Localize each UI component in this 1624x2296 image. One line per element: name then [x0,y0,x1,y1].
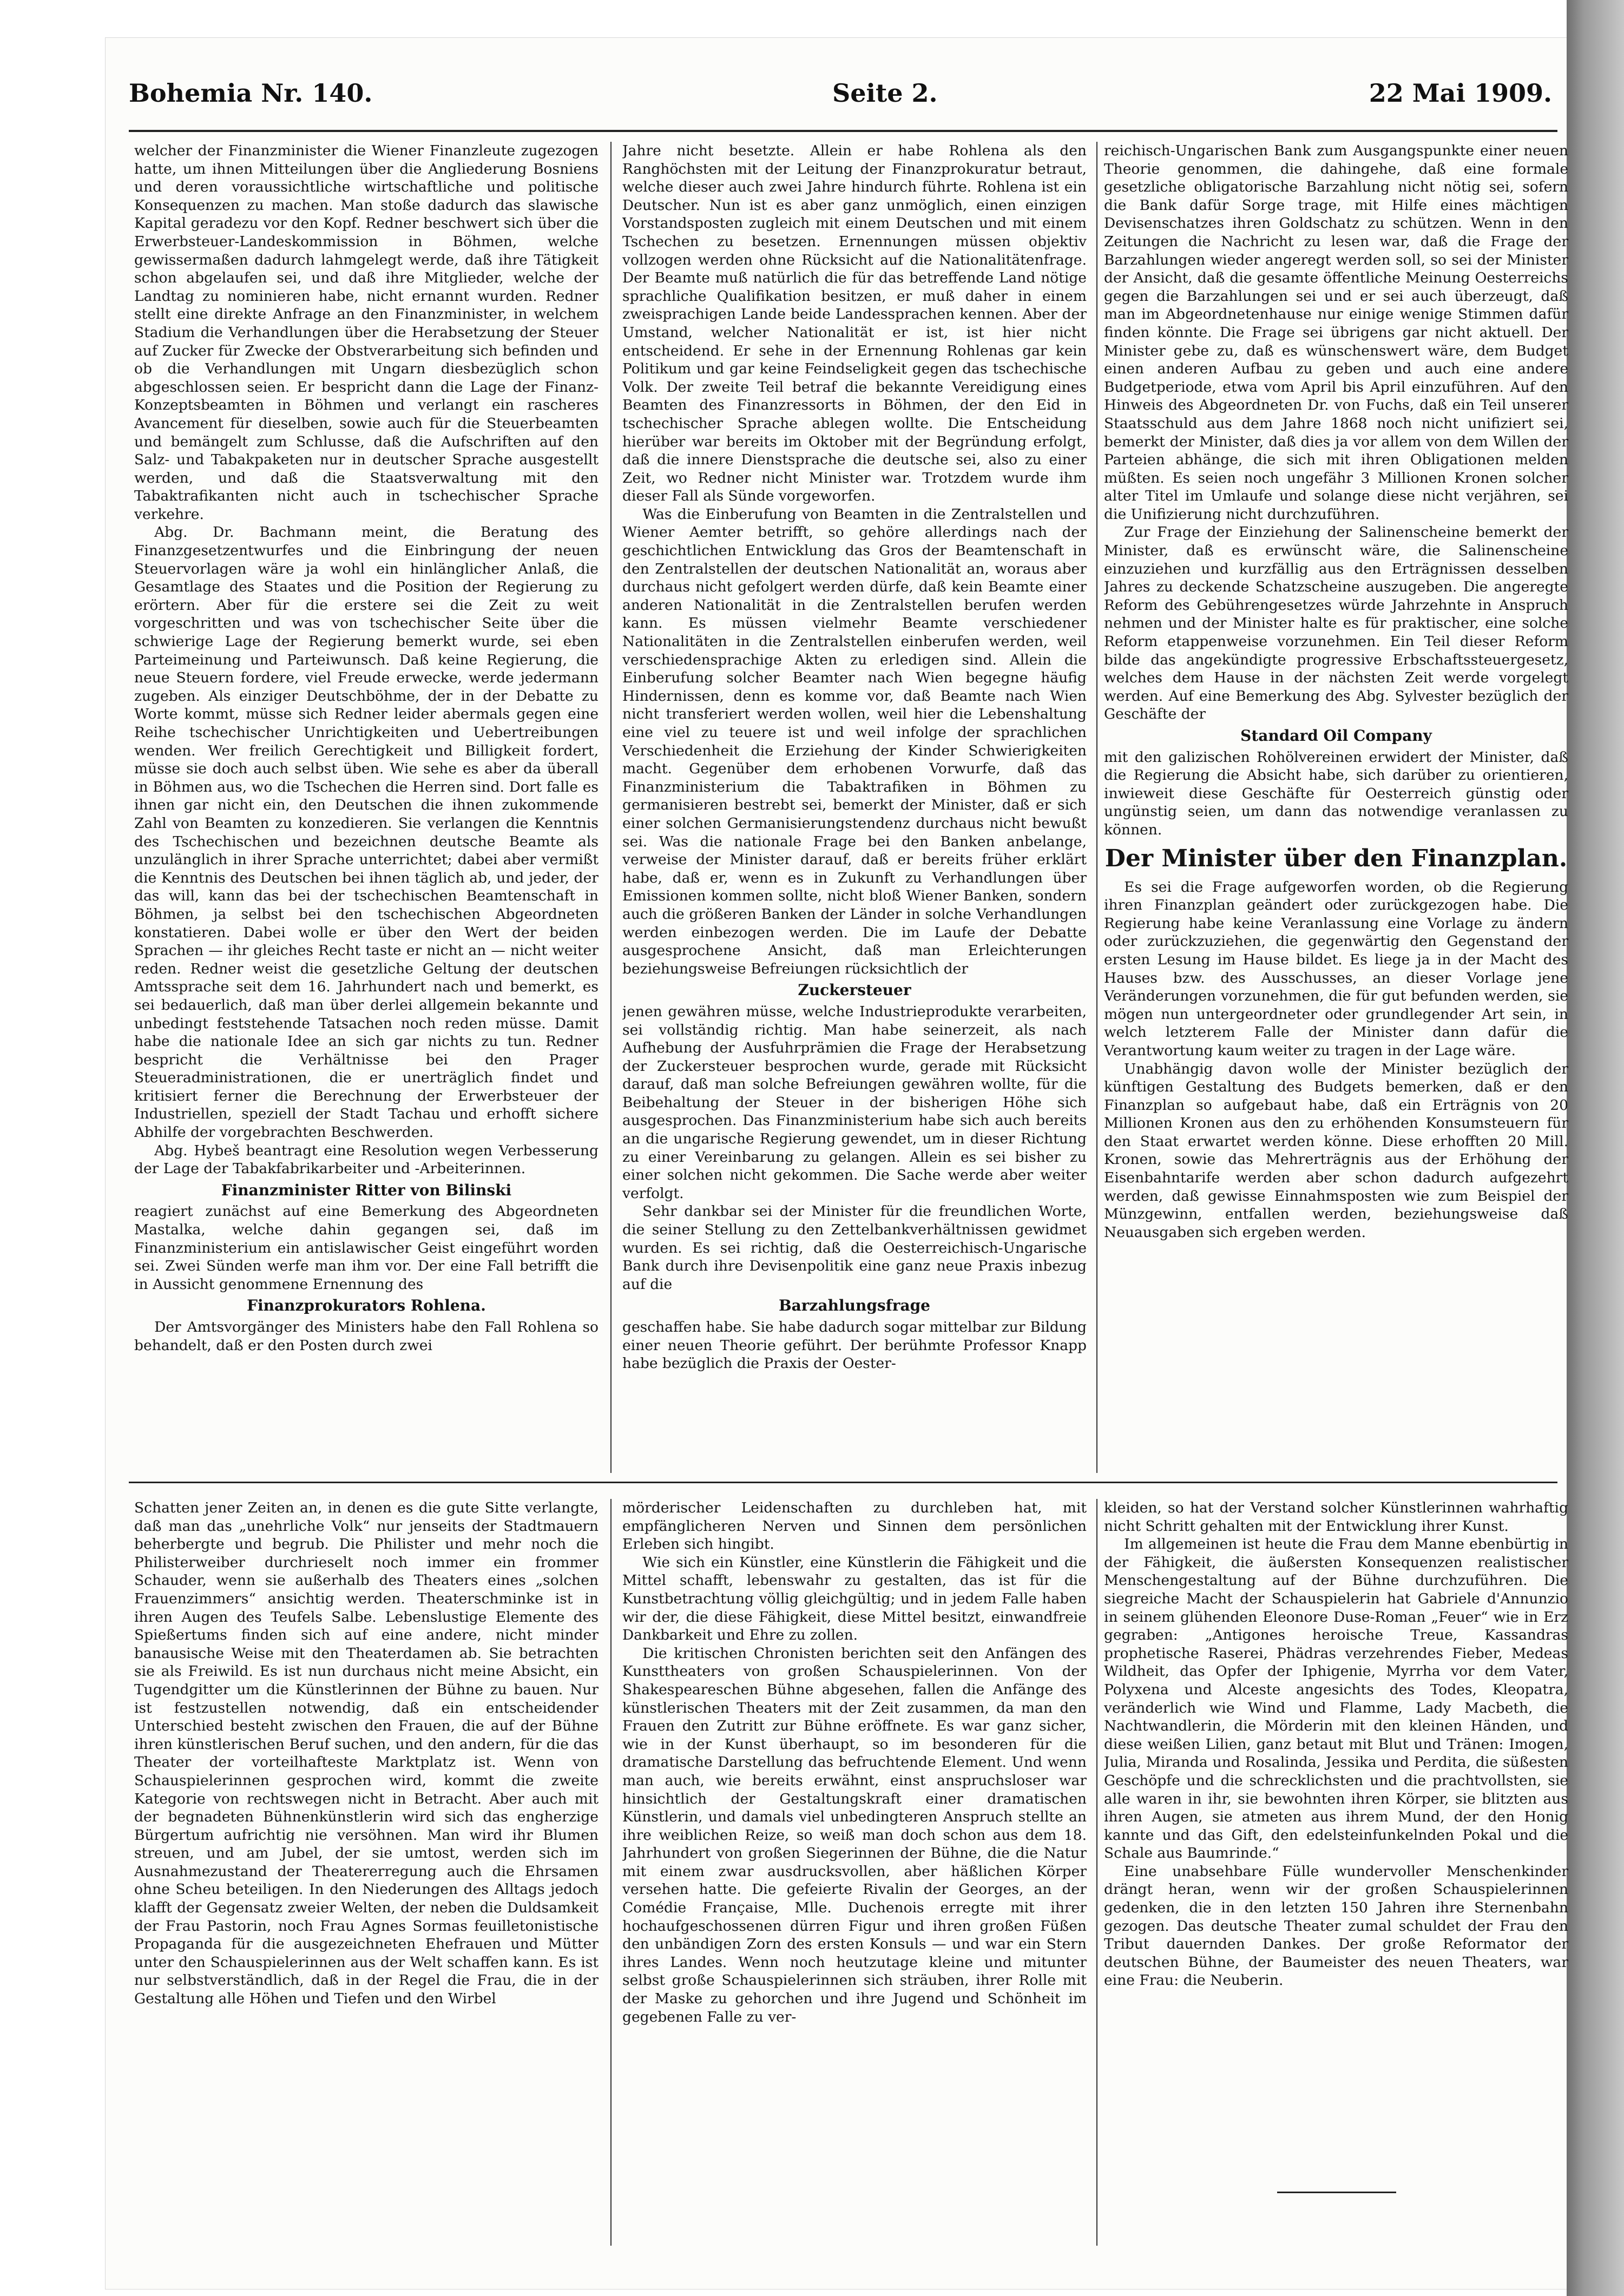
paragraph: Die kritischen Chronisten berichten seit den Anfängen des Kunsttheaters von großen Schauspielerinnen. Von der Shakespeareschen Bühne abgesehen, fallen die Anfänge des künstlerischen Theaters mit der Zeit zusammen, da man den Frauen den Zutritt zur Bühne eröffnete. Es war ganz sicher, wie in der Kunst überhaupt, so im besonderen für die dramatische Darstellung das befruchtende Element. Und wenn man auch, wie bereits erwähnt, einst anspruchsloser war hinsichtlich der Gestaltungskraft einer dramatischen Künstlerin, und damals viel unbedingteren Anspruch stellte an ihre weiblichen Reize, so weiß man doch schon aus dem 18. Jahrhundert von großen Siegerinnen der Bühne, die die Natur mit einem zwar ausdrucksvollen, aber häßlichen Körper versehen hatte. Die gefeierte Rivalin der Georges, an der Comédie Française, Mlle. Duchenois erregte mit ihrer hochaufgeschossenen dürren Figur und ihren großen Füßen den unbändigen Zorn des ersten Konsuls — und war ein Stern ihres Landes. Wenn noch heutzutage kleine und mitunter selbst große Schauspielerinnen sich sträuben, ihrer Rolle mit der Maske zu gehorchen und ihre Jugend und Schönheit im gegebenen Falle zu ver- [622,1644,1087,2025]
paragraph: reichisch-Ungarischen Bank zum Ausgangspunkte einer neuen Theorie genommen, die dahingehe, daß eine formale gesetzliche obligatorische Barzahlung nicht nötig sei, sofern die Bank dafür Sorge trage, mit Hilfe eines mächtigen Devisenschatzes ihren Goldschatz zu schützen. Wenn in den Zeitungen die Nachricht zu lesen war, daß die Frage der Barzahlungen wieder angeregt werden soll, so sei der Minister der Ansicht, daß die gesamte öffentliche Meinung Oesterreichs gegen die Barzahlungen sei und er sei auch überzeugt, daß man im Abgeordnetenhause nur einige wenige Stimmen dafür finden könnte. Die Frage sei übrigens gar nicht aktuell. Der Minister gebe zu, daß es wünschenswert wäre, dem Budget einen anderen Aufbau zu geben und auch eine andere Budgetperiode, etwa vom April bis April einzuführen. Auf den Hinweis des Abgeordneten Dr. von Fuchs, daß ein Teil unserer Staatsschuld aus dem Jahre 1868 noch nicht unifiziert sei, bemerkt der Minister, daß dies ja vor allem von dem Willen der Parteien abhänge, die sich mit ihren Obligationen melden müßten. Es seien noch ungefähr 3 Millionen Kronen solcher alter Titel im Umlaufe und solange diese nicht verjähren, sei die Unifizierung nicht durchzuführen. [1104,142,1568,523]
paragraph: jenen gewähren müsse, welche Industrieprodukte verarbeiten, sei vollständig richtig. Man habe seinerzeit, als nach Aufhebung der Ausfuhrprämien die Frage der Herabsetzung der Zuckersteuer besprochen wurde, gerade mit Rücksicht darauf, daß man solche Befreiungen gewähren wollte, für die Beibehaltung der Steuer in der bisherigen Höhe sich ausgesprochen. Das Finanzministerium habe sich auch bereits an die ungarische Regierung gewendet, um in dieser Richtung zu einer Vereinbarung zu gelangen. Allein es sei bisher zu einer solchen nicht gekommen. Die Sache werde aber weiter verfolgt. [622,1003,1087,1202]
masthead [129,78,1557,122]
section-heading: Finanzminister Ritter von Bilinski [221,1181,512,1199]
scan-edge-shadow [1567,0,1624,2296]
paragraph: Sehr dankbar sei der Minister für die freundlichen Worte, die seiner Stellung zu den Zettelbankverhältnissen gewidmet wurden. Es sei richtig, daß die Oesterreichisch-Ungarische Bank durch ihre Devisenpolitik eine ganz neue Praxis inbezug auf die [622,1203,1087,1293]
bottom-column-1 [134,1499,599,2240]
feuilleton-rule [129,1482,1557,1483]
column-divider [1096,1499,1097,2246]
paragraph: Es sei die Frage aufgeworfen worden, ob die Regierung ihren Finanzplan geändert oder zurückgezogen habe. Die Regierung habe keine Veranlassung eine Vorlage zu ändern oder zurückzuziehen, die gegenwärtig den Gegenstand der ersten Lesung im Hause bildet. Es liege ja in der Macht des Hauses bzw. des Ausschusses, an dieser Vorlage jene Veränderungen vorzunehmen, die für gut befunden werden, sie mögen nun untergeordneter oder grundlegender Art sein, in welch letzterem Falle der Minister dann dafür die Verantwortung kaum weiter zu tragen in der Lage wäre. [1104,878,1568,1059]
bottom-column-3 [1104,1499,1568,2240]
paragraph: mit den galizischen Rohölvereinen erwidert der Minister, daß die Regierung die Absicht habe, sich darüber zu orientieren, inwieweit diese Geschäfte für Oesterreich günstig oder ungünstig seien, um dann das notwendige veranlassen zu können. [1104,748,1568,838]
paragraph: reagiert zunächst auf eine Bemerkung des Abgeordneten Mastalka, welche dahin gegangen sei, daß im Finanzministerium ein antislawischer Geist eingeführt worden sei. Zwei Sünden werfe man ihm vor. Der eine Fall betrifft die in Aussicht genommene Ernennung des [134,1203,599,1293]
section-heading: Barzahlungsfrage [779,1297,930,1315]
paragraph: Eine unabsehbare Fülle wundervoller Menschenkinder drängt heran, wenn wir der großen Schauspielerinnen gedenken, die in den letzten 150 Jahren ihre Sternenbahn gezogen. Das deutsche Theater zumal schuldet der Frau den Tribut dauernden Dankes. Der große Reformator der deutschen Bühne, der Baumeister des neuen Theaters, war eine Frau: die Neuberin. [1104,1863,1568,1989]
top-column-3 [1104,142,1568,1474]
article-end-rule [1277,2192,1396,2193]
major-heading: Der Minister über den Finanzplan. [1104,844,1568,872]
column-divider [610,1499,612,2246]
paragraph: Schatten jener Zeiten an, in denen es die gute Sitte verlangte, daß man das „unehrliche Volk“ nur jenseits der Stadtmauern beherbergte und begrub. Die Philister und mehr noch die Philisterweiber durchrieselt noch immer ein frommer Schauder, wenn sie außerhalb des Theaters eines „solchen Frauenzimmers“ ansichtig werden. Theaterschminke ist in ihren Augen des Teufels Salbe. Lebenslustige Elemente des Spießertums finden sich auf eine andere, nicht minder banausische Weise mit den Theaterdamen ab. Sie betrachten sie als Freiwild. Es ist nun durchaus nicht meine Absicht, ein Tugendgitter um die Künstlerinnen der Bühne zu bauen. Nur ist festzustellen notwendig, daß ein entscheidender Unterschied besteht zwischen den Frauen, die auf der Bühne ihren künstlerischen Beruf suchen, und den andern, für die das Theater der vorteilhafteste Marktplatz ist. Wenn von Schauspielerinnen gesprochen wird, kommt die zweite Kategorie von rechtswegen nicht in Betracht. Aber auch mit der begnadeten Bühnenkünstlerin wird sich das engherzige Bürgertum aufrichtig nie versöhnen. Man wird ihr Blumen streuen, und am Jubel, der sie umtost, werden sich im Ausnahmezustand der Theatererregung auch die Ehrsamen ohne Scheu beteiligen. In den Niederungen des Alltags jedoch klafft der Gegensatz zweier Welten, der neben die Duldsamkeit der Frau Pastorin, noch Frau Agnes Sormas feuilletonistische Propaganda für die ausgezeichneten Ehefrauen und Mütter unter den Schauspielerinnen aus der Welt schaffen kann. Es ist nur selbstverständlich, daß in der Regel die Frau, die in der Gestaltung alle Höhen und Tiefen und den Wirbel [134,1499,599,2008]
section-heading: Finanzprokurators Rohlena. [247,1297,486,1315]
paragraph: Im allgemeinen ist heute die Frau dem Manne ebenbürtig in der Fähigkeit, die äußersten Konsequenzen realistischer Menschengestaltung auf der Bühne durchzuführen. Die siegreiche Macht der Schauspielerin hat Gabriele d'Annunzio in seinem glühenden Eleonore Duse-Roman „Feuer“ wie in Erz gegraben: „Antigones heroische Treue, Kassandras prophetische Raserei, Phädras verzehrendes Fieber, Medeas Wildheit, das Opfer der Iphigenie, Myrrha vor dem Vater, Polyxena und Alceste angesichts des Todes, Kleopatra, veränderlich wie Wind und Flamme, Lady Macbeth, die Nachtwandlerin, die Mörderin mit den kleinen Händen, und diese weißen Lilien, ganz betaut mit Blut und Tränen: Imogen, Julia, Miranda und Rosalinda, Jessika und Perdita, die süßesten Geschöpfe und die schrecklichsten und die prachtvollsten, sie alle waren in ihr, sie bewohnten ihren Körper, sie blitzten aus ihren Augen, sie atmeten aus ihrem Mund, der den Honig kannte und das Gift, den edelsteinfunkelnden Pokal und die Schale aus Baumrinde.“ [1104,1536,1568,1862]
section-heading: Standard Oil Company [1240,727,1432,745]
paragraph: geschaffen habe. Sie habe dadurch sogar mittelbar zur Bildung einer neuen Theorie geführt. Der berühmte Professor Knapp habe bezüglich die Praxis der Oester- [622,1319,1087,1372]
top-column-2 [622,142,1087,1474]
paragraph: Unabhängig davon wolle der Minister bezüglich der künftigen Gestaltung des Budgets bemerken, daß er den Finanzplan so aufgebaut habe, daß ein Erträgnis von 20 Millionen Kronen aus den zu erhöhenden Konsumsteuern für den Staat erwartet werden könne. Diese erhofften 20 Mill. Kronen, sowie das Mehrerträgnis aus der Erhöhung der Eisenbahntarife werden aber schon dadurch aufgezehrt werden, daß gewisse Einnahmsposten wie zum Beispiel der Münzgewinn, entfallen werden, beziehungsweise daß Neuausgaben sich ergeben werden. [1104,1060,1568,1241]
paragraph: Was die Einberufung von Beamten in die Zentralstellen und Wiener Aemter betrifft, so gehöre allerdings nach der geschichtlichen Entwicklung das Gros der Beamtenschaft in den Zentralstellen der deutschen Nationalität an, woraus aber durchaus nicht gefolgert werden dürfe, daß kein Beamte einer anderen Nationalität in die Zentralstellen berufen werden kann. Es müssen vielmehr Beamte verschiedener Nationalitäten in die Zentralstellen einberufen werden, weil verschiedensprachige Akten zu erledigen sind. Allein die Einberufung solcher Beamter nach Wien begegne häufig Hindernissen, denn es komme vor, daß Beamte nach Wien nicht transferiert werden wollen, weil hier die Lebenshaltung eine viel zu teuere ist und weil infolge der sprachlichen Verschiedenheit die Erziehung der Kinder Schwierigkeiten macht. Gegenüber dem erhobenen Vorwurfe, daß das Finanzministerium die Tabaktrafiken in Böhmen zu germanisieren bestrebt sei, bemerkt der Minister, daß er sich einer solchen Germanisierungstendenz durchaus nicht bewußt sei. Was die nationale Frage bei den Banken anbelange, verweise der Minister darauf, daß er bereits früher erklärt habe, daß er, wenn es in Zukunft zu Verhandlungen über Emissionen kommen sollte, nicht bloß Wiener Banken, sondern auch die größeren Banken der Länder in solche Verhandlungen werden einbezogen werden. Die im Laufe der Debatte ausgesprochene Ansicht, daß man Erleichterungen beziehungsweise Befreiungen rücksichtlich der [622,505,1087,977]
paragraph: Abg. Dr. Bachmann meint, die Beratung des Finanzgesetzentwurfes und die Einbringung der neuen Steuervorlagen wäre ja wohl ein hinlänglicher Anlaß, die Gesamtlage des Staates und die Position der Regierung zu erörtern. Aber für die erstere sei die Zeit zu weit vorgeschritten und was von tschechischer Seite über die schwierige Lage der Regierung bemerkt wurde, sei eben Parteimeinung und Parteiwunsch. Daß keine Regierung, die neue Steuern fordere, viel Freude erwecke, werde jedermann zugeben. Als einziger Deutschböhme, der in der Debatte zu Worte kommt, müsse sich Redner leider abermals gegen eine Reihe tschechischer Unrichtigkeiten und Uebertreibungen wenden. Wer freilich Gerechtigkeit und Billigkeit fordert, müsse sie doch auch selbst üben. Wie sehe es aber da überall in Böhmen aus, wo die Tschechen die Herren sind. Dort falle es ihnen gar nicht ein, den Deutschen die ihnen zukommende Zahl von Beamten zu konzedieren. Sie verlangen die Kenntnis des Tschechischen und bezeichnen deutsche Beamte als unzulänglich in ihrer Sprache unterrichtet; dabei aber vermißt die Kenntnis des Deutschen bei ihnen täglich ab, und jeder, der das will, kann das bei der tschechischen Beamtenschaft in Böhmen, ja selbst bei den tschechischen Abgeordneten konstatieren. Dabei wolle er über den Wert der beiden Sprachen — ihr gleiches Recht taste er nicht an — nicht weiter reden. Redner weist die gesetzliche Geltung der deutschen Amtssprache seit dem 16. Jahrhundert nach und bemerkt, es sei bedauerlich, daß man über derlei allgemein bekannte und unbedingt feststehende Tatsachen noch reden müsse. Damit habe die nationale Idee an sich gar nichts zu tun. Redner bespricht die Verhältnisse bei den Prager Steueradministrationen, die er unerträglich findet und kritisiert ferner die Berechnung der Erwerbsteuer der Industriellen, speziell der Stadt Tachau und erhofft sichere Abhilfe der vorgebrachten Beschwerden. [134,524,599,1141]
paragraph: mörderischer Leidenschaften zu durchleben hat, mit empfänglicheren Nerven und Sinnen dem persönlichen Erleben sich hingibt. [622,1499,1087,1553]
paragraph: Abg. Hybeš beantragt eine Resolution wegen Verbesserung der Lage der Tabakfabrikarbeiter und -Arbeiterinnen. [134,1142,599,1177]
section-heading: Zuckersteuer [798,981,911,999]
paragraph: Wie sich ein Künstler, eine Künstlerin die Fähigkeit und die Mittel schafft, lebenswahr zu gestalten, das ist für die Kunstbetrachtung völlig gleichgültig; und in jedem Falle haben wir der, die diese Fähigkeit, diese Mittel besitzt, einwandfreie Dankbarkeit und Ehre zu zollen. [622,1554,1087,1644]
paragraph: Jahre nicht besetzte. Allein er habe Rohlena als den Ranghöchsten mit der Leitung der Finanzprokuratur betraut, welche dieser auch zwei Jahre hindurch führte. Rohlena ist ein Deutscher. Nun ist es aber ganz unmöglich, einen einzigen Vorstandsposten zugleich mit einem Deutschen und mit einem Tschechen zu besetzen. Ernennungen müssen objektiv vollzogen werden ohne Rücksicht auf die Nationalitätenfrage. Der Beamte muß natürlich die für das betreffende Land nötige sprachliche Qualifikation besitzen, er muß daher in einem zweisprachigen Lande beide Landessprachen kennen. Aber der Umstand, welcher Nationalität er ist, ist hier nicht entscheidend. Er sehe in der Ernennung Rohlenas gar kein Politikum und gar keine Feindseligkeit gegen das tschechische Volk. Der zweite Teil betraf die bekannte Vereidigung eines Beamten des Finanzressorts in Böhmen, der den Eid in tschechischer Sprache ablegen wollte. Die Entscheidung hierüber war bereits im Oktober mit der Begründung erfolgt, daß die innere Dienstsprache die deutsche sei, also zu einer Zeit, wo Redner nicht Minister war. Trotzdem wurde ihm dieser Fall als Sünde vorgeworfen. [622,142,1087,505]
paragraph: kleiden, so hat der Verstand solcher Künstlerinnen wahrhaftig nicht Schritt gehalten mit der Entwicklung ihrer Kunst. [1104,1499,1568,1535]
paragraph: Der Amtsvorgänger des Ministers habe den Fall Rohlena so behandelt, daß er den Posten durch zwei [134,1319,599,1354]
paragraph: Zur Frage der Einziehung der Salinenscheine bemerkt der Minister, daß es erwünscht wäre, die Salinenscheine einzuziehen und kurzfällig aus den Erträgnissen desselben Jahres zu deckende Schatzscheine auszugeben. Die angeregte Reform des Gebührengesetzes würde Jahrzehnte in Anspruch nehmen und der Minister halte es für praktischer, eine solche Reform etappenweise vorzunehmen. Ein Teil dieser Reform bilde das angekündigte progressive Erbschaftssteuergesetz, welches dem Hause in der nächsten Zeit werde vorgelegt werden. Auf eine Bemerkung des Abg. Sylvester bezüglich der Geschäfte der [1104,524,1568,723]
masthead-rule [129,130,1557,132]
paragraph: welcher der Finanzminister die Wiener Finanzleute zugezogen hatte, um ihnen Mitteilungen über die Angliederung Bosniens und deren voraussichtliche wirtschaftliche und politische Konsequenzen zu machen. Man stoße dadurch das slawische Kapital geradezu vor den Kopf. Redner beschwert sich über die Erwerbsteuer-Landeskommission in Böhmen, welche gewissermaßen dadurch lahmgelegt werde, daß ihre Tätigkeit schon abgelaufen sei, und daß ihre Mitglieder, welche der Landtag zu nominieren habe, nicht ernannt wurden. Redner stellt eine direkte Anfrage an den Finanzminister, in welchem Stadium die Verhandlungen über die Herabsetzung der Steuer auf Zucker für Zwecke der Obstverarbeitung sich befinden und ob die Verhandlungen mit Ungarn diesbezüglich schon abgeschlossen seien. Er bespricht dann die Lage der Finanz-Konzeptsbeamten in Böhmen und verlangt ein rascheres Avancement für dieselben, sowie auch für die Steuerbeamten und bemängelt zum Schlusse, daß die Aufschriften auf den Salz- und Tabakpaketen nur in deutscher Sprache ausgestellt werden, und daß die Staatsverwaltung mit den Tabaktrafikanten nicht auch in tschechischer Sprache verkehre. [134,142,599,523]
masthead-date: 22 Mai 1909. [1369,78,1552,108]
masthead-page-number: Seite 2. [832,78,938,108]
column-divider [610,142,612,1473]
bottom-column-2 [622,1499,1087,2240]
column-divider [1096,142,1097,1473]
masthead-issue: Bohemia Nr. 140. [129,78,373,108]
top-column-1 [134,142,599,1474]
